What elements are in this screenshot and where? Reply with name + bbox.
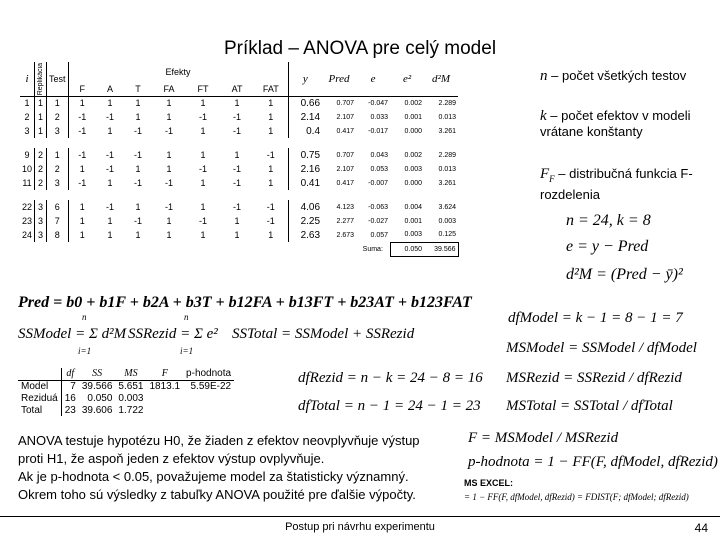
definition-n-text: – počet všetkých testov — [551, 68, 687, 83]
definition-ff-text: – distribučná funkcia F-rozdelenia — [540, 166, 693, 202]
cell-effect: 1 — [200, 126, 206, 136]
cell-e: 0.057 — [370, 231, 389, 239]
cell-effect: 1 — [254, 110, 288, 124]
cell-y: 2.14 — [300, 111, 321, 123]
page-number: 44 — [694, 521, 708, 535]
footer-title: Postup pri návrhu experimentu — [285, 521, 435, 533]
cell-replikacia: 3 — [35, 200, 47, 214]
cell-d2m: 0.013 — [438, 113, 457, 121]
cell-effect: 1 — [254, 228, 288, 242]
cell-effect: 1 — [254, 176, 288, 190]
cell-effect: 1 — [166, 98, 172, 109]
e-definition: e = y − Pred — [566, 238, 649, 255]
cell-d2m: 2.289 — [438, 99, 457, 107]
cell-e: -0.047 — [368, 99, 389, 107]
cell-y: 0.4 — [306, 125, 321, 137]
cell-e: -0.007 — [368, 179, 389, 187]
cell-effect: -1 — [165, 126, 174, 136]
definition-n: n – počet všetkých testov — [540, 68, 687, 84]
cell-replikacia: 1 — [35, 96, 47, 110]
anova-row — [18, 404, 234, 416]
cell-effect: -1 — [106, 150, 115, 160]
cell-replikacia: 3 — [35, 228, 47, 242]
cell-e: -0.063 — [368, 203, 389, 211]
cell-effect: -1 — [165, 202, 174, 212]
anova-table — [18, 368, 234, 416]
cell-pred: 2.107 — [336, 165, 355, 173]
cell-d2m: 0.013 — [438, 165, 457, 173]
definition-k: k – počet efektov v modeli vrátane konštanty — [540, 108, 691, 139]
cell-y: 4.06 — [300, 201, 321, 213]
sum-bottom-index: i=1 — [78, 346, 92, 356]
effect-header: F — [79, 83, 86, 94]
cell-effect: -1 — [254, 148, 288, 162]
cell-d2m: 0.125 — [438, 231, 457, 239]
ms-excel-label: MS EXCEL: — [464, 478, 514, 488]
effect-header: A — [107, 83, 114, 94]
cell-effect: 1 — [107, 216, 113, 226]
cell-effect: 1 — [200, 230, 206, 240]
cell-effect: -1 — [106, 164, 115, 174]
cell-e: -0.027 — [368, 217, 389, 225]
cell-effect: 1 — [234, 150, 240, 160]
cell-i: 23 — [22, 216, 33, 226]
cell-effect: 1 — [107, 230, 113, 240]
cell-i: 2 — [24, 112, 30, 122]
cell-replikacia: 3 — [35, 214, 47, 228]
ms-excel-formula: = 1 − FF(F, dfModel, dfRezid) = FDIST(F; dfModel; dfRezid) — [464, 492, 689, 502]
cell-effect: 1 — [166, 230, 172, 240]
data-table — [20, 62, 459, 257]
anova-row — [18, 392, 234, 404]
definition-k-text: – počet efektov v modeli vrátane konštanty — [540, 108, 691, 139]
cell-effect: -1 — [254, 200, 288, 214]
cell-d2m: 2.289 — [438, 151, 457, 159]
col-e2-header: e² — [402, 72, 412, 85]
effect-header: FA — [163, 83, 175, 94]
cell-effect: -1 — [134, 178, 143, 188]
cell-e: 0.043 — [370, 151, 389, 159]
cell-y: 2.16 — [300, 163, 321, 175]
cell-effect: -1 — [78, 126, 87, 136]
effect-header: T — [135, 83, 141, 94]
explanation-line: Okrem toho sú výsledky z tabuľky ANOVA použité pre ďalšie výpočty. — [18, 487, 416, 502]
sum-bottom-index: i=1 — [180, 346, 194, 356]
ms-rezid-equation: MSRezid = SSRezid / dfRezid — [506, 370, 682, 386]
anova-ms: 5.651 — [118, 380, 144, 392]
footer-divider — [0, 516, 720, 517]
col-d2m-header: d²M — [432, 72, 451, 85]
cell-test: 1 — [47, 96, 69, 110]
cell-effect: 1 — [107, 98, 113, 109]
anova-p: 5.59E-22 — [190, 380, 232, 392]
anova-df: 7 — [61, 380, 79, 392]
cell-pred: 0.417 — [336, 127, 355, 135]
explanation-line: proti H1, že aspoň jeden z efektov výstup ovplyvňuje. — [18, 451, 325, 466]
cell-effect: 1 — [79, 202, 85, 212]
table-row — [20, 200, 458, 214]
cell-effect: 1 — [166, 112, 172, 122]
cell-effect: 1 — [135, 230, 141, 240]
anova-header-p: p-hodnota — [186, 368, 232, 380]
effect-header: FT — [197, 83, 209, 94]
cell-pred: 2.107 — [336, 113, 355, 121]
dm-definition: d²M = (Pred − ȳ)² — [566, 266, 683, 283]
cell-effect: 1 — [254, 96, 288, 110]
cell-effect: 1 — [135, 164, 141, 174]
ss-rezid-equation: SSRezid = Σ e² — [128, 326, 218, 342]
cell-effect: 1 — [234, 216, 240, 226]
cell-pred: 2.673 — [336, 231, 355, 239]
cell-effect: -1 — [233, 202, 242, 212]
cell-e2: 0.004 — [404, 203, 423, 211]
cell-test: 8 — [47, 228, 69, 242]
anova-ss: 39.606 — [81, 404, 113, 416]
anova-ss: 0.050 — [87, 392, 113, 404]
cell-e: -0.017 — [368, 127, 389, 135]
cell-e: 0.033 — [370, 113, 389, 121]
cell-effect: 1 — [79, 164, 85, 174]
table-row — [20, 214, 458, 228]
col-e-header: e — [370, 72, 376, 85]
cell-test: 2 — [47, 162, 69, 176]
cell-effect: -1 — [254, 214, 288, 228]
cell-effect: 1 — [166, 216, 172, 226]
cell-i: 9 — [24, 150, 30, 160]
suma-e2: 0.050 — [390, 242, 424, 256]
cell-e2: 0.001 — [404, 217, 423, 225]
cell-effect: -1 — [199, 112, 208, 122]
f-statistic-equation: F = MSModel / MSRezid — [468, 430, 619, 446]
cell-effect: -1 — [78, 150, 87, 160]
col-efekty-header: Efekty — [68, 62, 288, 82]
df-total-equation: dfTotal = n − 1 = 24 − 1 = 23 — [298, 398, 481, 414]
cell-effect: -1 — [134, 150, 143, 160]
cell-effect: -1 — [165, 178, 174, 188]
anova-header-df: df — [61, 368, 79, 380]
table-row — [20, 124, 458, 138]
cell-effect: -1 — [78, 178, 87, 188]
anova-f: 1813.1 — [149, 380, 181, 392]
cell-pred: 0.417 — [336, 179, 355, 187]
anova-header-ss: SS — [92, 368, 103, 380]
cell-effect: 1 — [200, 150, 206, 160]
cell-effect: -1 — [106, 202, 115, 212]
cell-e2: 0.000 — [404, 127, 423, 135]
cell-effect: 1 — [135, 202, 141, 212]
cell-effect: 1 — [254, 124, 288, 138]
cell-e2: 0.002 — [404, 151, 423, 159]
effect-header: AT — [231, 83, 243, 94]
explanation-line: Ak je p-hodnota < 0.05, považujeme model za štatisticky významný. — [18, 469, 409, 484]
cell-effect: 1 — [107, 178, 113, 188]
cell-d2m: 3.261 — [438, 179, 457, 187]
df-rezid-equation: dfRezid = n − k = 24 − 8 = 16 — [298, 370, 483, 386]
cell-pred: 0.707 — [336, 99, 355, 107]
cell-effect: 1 — [79, 230, 85, 240]
anova-header-f: F — [161, 368, 168, 380]
cell-y: 2.63 — [300, 229, 321, 241]
df-model-equation: dfModel = k − 1 = 8 − 1 = 7 — [508, 310, 683, 326]
cell-y: 2.25 — [300, 215, 321, 227]
col-replikacia-header: Replikácia — [37, 62, 45, 95]
cell-test: 3 — [47, 124, 69, 138]
cell-effect: -1 — [233, 164, 242, 174]
cell-d2m: 3.261 — [438, 127, 457, 135]
cell-effect: -1 — [199, 164, 208, 174]
anova-df: 16 — [61, 392, 79, 404]
cell-effect: 1 — [107, 126, 113, 136]
col-pred-header: Pred — [328, 72, 350, 85]
group-spacer — [20, 138, 458, 148]
anova-header-ms: MS — [124, 368, 138, 380]
cell-effect: 1 — [234, 230, 240, 240]
anova-df: 23 — [61, 404, 79, 416]
col-y-header: y — [302, 72, 308, 85]
cell-effect: -1 — [134, 216, 143, 226]
table-row — [20, 96, 458, 110]
cell-replikacia: 1 — [35, 124, 47, 138]
cell-effect: -1 — [199, 216, 208, 226]
cell-replikacia: 2 — [35, 176, 47, 190]
cell-effect: 1 — [254, 162, 288, 176]
ms-model-equation: MSModel = SSModel / dfModel — [506, 340, 697, 356]
cell-effect: -1 — [134, 126, 143, 136]
cell-effect: -1 — [78, 112, 87, 122]
p-value-equation: p-hodnota = 1 − FF(F, dfModel, dfRezid) — [468, 454, 718, 470]
cell-e: 0.053 — [370, 165, 389, 173]
cell-i: 11 — [22, 178, 32, 188]
anova-label: Total — [21, 404, 43, 416]
cell-i: 1 — [24, 98, 30, 109]
cell-i: 24 — [22, 230, 33, 240]
anova-ss: 39.566 — [81, 380, 113, 392]
anova-label: Model — [21, 380, 49, 392]
sum-top-index: n — [82, 312, 87, 322]
anova-p — [183, 404, 234, 416]
cell-y: 0.41 — [300, 177, 321, 189]
table-row — [20, 162, 458, 176]
anova-p — [183, 392, 234, 404]
suma-label: Suma: — [362, 245, 383, 253]
cell-test: 6 — [47, 200, 69, 214]
cell-effect: -1 — [233, 178, 242, 188]
explanation-line: ANOVA testuje hypotézu H0, že žiaden z efektov neovplyvňuje výstup — [18, 433, 420, 448]
definition-ff: $F_F$ – distribučná funkcia F-rozdelenia — [540, 166, 693, 202]
cell-test: 3 — [47, 176, 69, 190]
cell-e2: 0.003 — [404, 231, 423, 239]
sum-top-index: n — [184, 312, 189, 322]
page-title: Príklad – ANOVA pre celý model — [223, 38, 497, 59]
cell-d2m: 0.003 — [438, 217, 457, 225]
cell-replikacia: 2 — [35, 148, 47, 162]
ss-model-equation: SSModel = Σ d²M — [18, 326, 127, 342]
suma-d2m: 39.566 — [424, 242, 458, 256]
ss-total-equation: SSTotal = SSModel + SSRezid — [232, 326, 415, 342]
cell-e2: 0.003 — [404, 165, 423, 173]
ms-total-equation: MSTotal = SSTotal / dfTotal — [506, 398, 673, 414]
n-k-equation: n = 24, k = 8 — [566, 212, 651, 229]
cell-y: 0.75 — [300, 149, 321, 161]
cell-effect: -1 — [106, 112, 115, 122]
anova-label: Reziduá — [21, 392, 58, 404]
cell-effect: 1 — [135, 98, 141, 109]
cell-effect: 1 — [166, 150, 172, 160]
effect-header: FAT — [254, 82, 288, 96]
cell-y: 0.66 — [300, 97, 321, 109]
table-row — [20, 228, 458, 242]
anova-ms: 1.722 — [118, 404, 144, 416]
suma-row — [20, 242, 458, 256]
cell-e2: 0.002 — [404, 99, 423, 107]
cell-pred: 4.123 — [336, 203, 355, 211]
cell-i: 10 — [22, 164, 33, 174]
cell-e2: 0.000 — [404, 179, 423, 187]
anova-row — [18, 380, 234, 392]
table-row — [20, 110, 458, 124]
cell-replikacia: 1 — [35, 110, 47, 124]
cell-pred: 0.707 — [336, 151, 355, 159]
explanation-text — [18, 432, 478, 504]
cell-effect: -1 — [233, 126, 242, 136]
cell-effect: -1 — [233, 112, 242, 122]
anova-ms: 0.003 — [118, 392, 144, 404]
col-i-header: i — [25, 72, 29, 85]
table-row — [20, 148, 458, 162]
cell-replikacia: 2 — [35, 162, 47, 176]
cell-test: 7 — [47, 214, 69, 228]
cell-effect: 1 — [200, 178, 206, 188]
cell-d2m: 3.624 — [438, 203, 457, 211]
ms-excel-box — [464, 478, 704, 510]
col-test-header: Test — [47, 62, 69, 96]
cell-test: 2 — [47, 110, 69, 124]
cell-effect: 1 — [135, 112, 141, 122]
cell-effect: 1 — [200, 202, 206, 212]
cell-test: 1 — [47, 148, 69, 162]
cell-effect: 1 — [79, 216, 85, 226]
table-row — [20, 176, 458, 190]
anova-f — [146, 404, 183, 416]
cell-i: 22 — [22, 202, 33, 212]
cell-effect: 1 — [166, 164, 172, 174]
group-spacer — [20, 190, 458, 200]
anova-f — [146, 392, 183, 404]
cell-effect: 1 — [79, 98, 85, 109]
cell-i: 3 — [24, 126, 30, 136]
cell-effect: 1 — [234, 98, 240, 109]
pred-model-equation: Pred = b0 + b1F + b2A + b3T + b12FA + b13FT + b23AT + b123FAT — [18, 294, 472, 311]
cell-e2: 0.001 — [404, 113, 423, 121]
cell-effect: 1 — [200, 98, 206, 109]
cell-pred: 2.277 — [336, 217, 355, 225]
